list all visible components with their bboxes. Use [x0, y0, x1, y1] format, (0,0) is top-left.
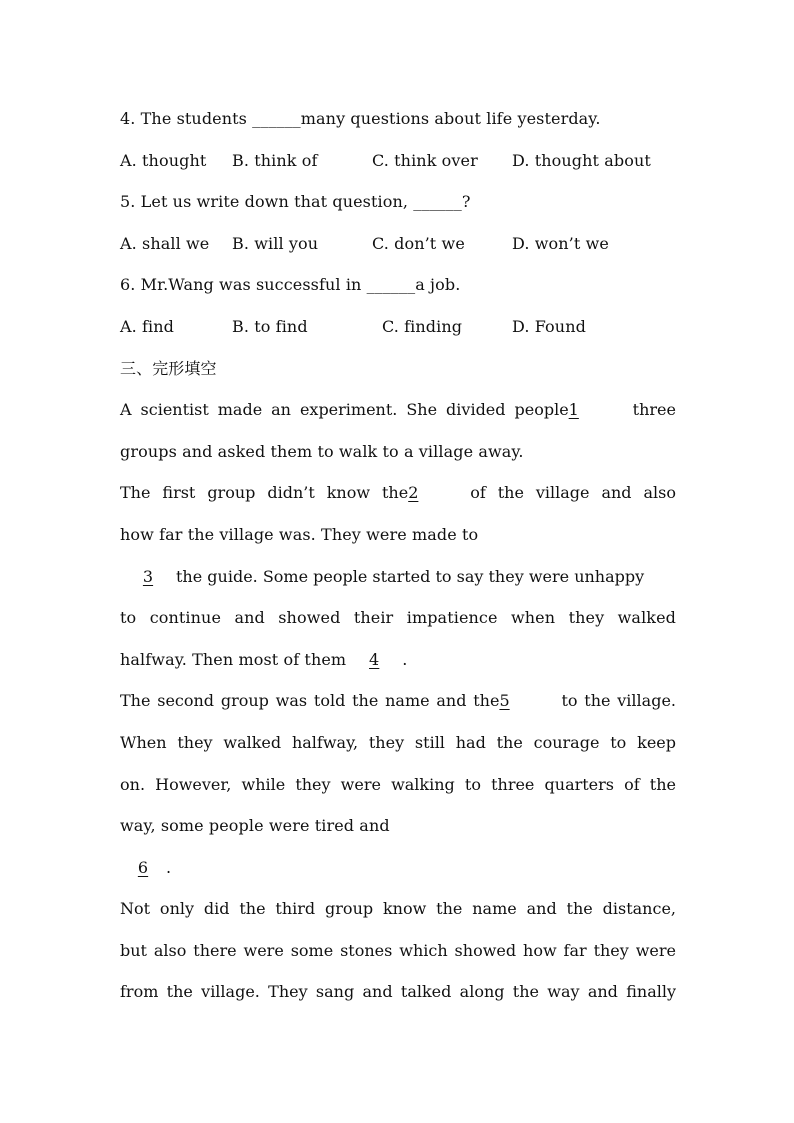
passage-line: [120, 556, 676, 598]
passage-line: from the village. They sang and talked along the way and finally: [120, 982, 676, 1002]
question-5-option-b: B. will you: [232, 233, 319, 253]
passage-text: A scientist made an experiment. She divided people: [120, 400, 569, 420]
section-heading: 三、完形填空: [120, 358, 217, 378]
blank-4: 4: [369, 649, 380, 669]
passage-line: [120, 847, 676, 889]
passage-text: halfway. Then most of them: [120, 649, 347, 669]
question-6-option-a: A. find: [120, 316, 175, 336]
passage-text: the guide. Some people started to say they were unhappy: [176, 566, 645, 586]
passage-line: how far the village was. They were made to: [120, 524, 479, 544]
question-4-options: [120, 140, 676, 182]
blank-2: 2: [408, 483, 419, 503]
question-4-option-d: D. thought about: [512, 150, 651, 170]
passage-line: to continue and showed their impatience when they walked: [120, 608, 676, 628]
question-4-option-a: A. thought: [120, 150, 207, 170]
question-5-stem: 5. Let us write down that question, ______?: [120, 192, 471, 212]
passage-text: .: [166, 857, 172, 877]
passage-line: groups and asked them to walk to a village away.: [120, 441, 524, 461]
question-6-options: [120, 306, 676, 348]
question-5-option-a: A. shall we: [120, 233, 210, 253]
question-4-stem: 4. The students ______many questions about life yesterday.: [120, 109, 601, 128]
passage-line: but also there were some stones which showed how far they were: [120, 940, 676, 960]
question-5-option-d: D. won’t we: [512, 233, 609, 253]
blank-3: 3: [142, 566, 154, 586]
question-5-option-c: C. don’t we: [372, 233, 465, 253]
passage-line: [120, 389, 676, 431]
passage-text: three: [632, 400, 676, 420]
passage-line: When they walked halfway, they still had the courage to keep: [120, 732, 676, 752]
passage-line: way, some people were tired and: [120, 816, 390, 836]
blank-6: 6: [137, 857, 149, 877]
question-6-option-d: D. Found: [512, 316, 586, 336]
question-4-option-b: B. think of: [232, 150, 318, 170]
question-6-option-b: B. to find: [232, 316, 308, 336]
passage-line: Not only did the third group know the name and the distance,: [120, 899, 676, 919]
question-6-stem: 6. Mr.Wang was successful in ______a job.: [120, 275, 461, 295]
blank-5: 5: [499, 691, 510, 711]
passage-text: The first group didn’t know the: [120, 483, 409, 503]
passage-line: on. However, while they were walking to three quarters of the: [120, 774, 676, 794]
passage-text: to the village.: [561, 691, 676, 711]
passage-line: [120, 680, 676, 722]
blank-1: 1: [568, 400, 579, 420]
question-5-options: [120, 223, 676, 265]
passage-text: .: [402, 649, 408, 669]
document-page: [120, 98, 676, 1013]
passage-text: The second group was told the name and the: [120, 691, 500, 711]
passage-line: [120, 639, 676, 681]
passage-text: of the village and also: [470, 483, 677, 503]
question-6-option-c: C. finding: [382, 316, 463, 336]
question-4-option-c: C. think over: [372, 150, 478, 170]
passage-line: [120, 472, 676, 514]
